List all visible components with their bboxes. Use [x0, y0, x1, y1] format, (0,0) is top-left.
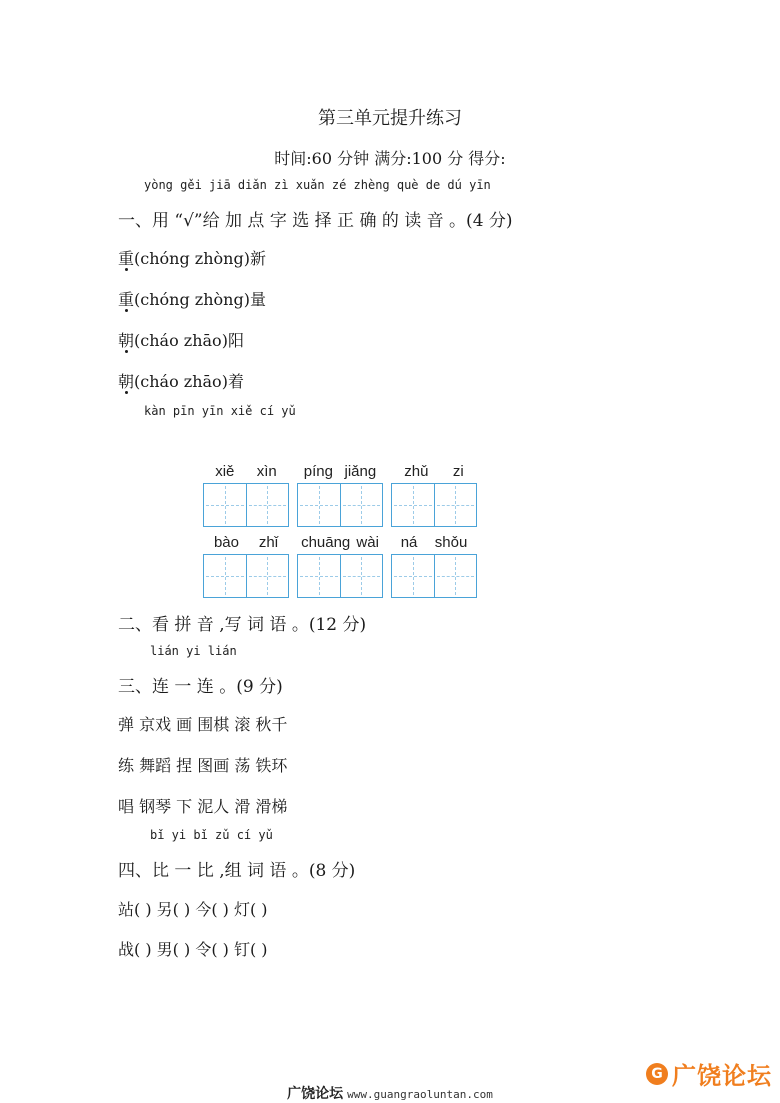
q1-item	[118, 287, 266, 310]
pinyin-label: bào	[213, 534, 239, 551]
pinyin-label: ná	[400, 534, 418, 551]
q1-pinyin: yòng gěi jiā diǎn zì xuǎn zé zhèng què de dú yīn	[144, 178, 491, 192]
matching-row[interactable]: 练 舞蹈 捏 图画 荡 铁环	[118, 756, 288, 775]
q1-item	[118, 328, 244, 351]
pinyin-label: píng	[303, 463, 333, 480]
pinyin-label: zhǐ	[258, 534, 279, 551]
q3-pinyin: lián yi lián	[150, 644, 237, 658]
word-box	[297, 463, 383, 527]
footer-brand: 广饶论坛	[287, 1086, 344, 1102]
reading-options[interactable]: (cháo zhāo)	[134, 372, 228, 391]
writing-grid-row-1	[203, 463, 477, 527]
site-logo	[646, 1056, 772, 1091]
word-suffix: 新	[249, 249, 266, 268]
pinyin-label: jiǎng	[344, 463, 377, 480]
dotted-char: 朝	[118, 372, 135, 391]
matching-row[interactable]: 唱 钢琴 下 泥人 滑 滑梯	[118, 797, 288, 816]
pinyin-label: wài	[356, 534, 379, 551]
word-box	[203, 463, 289, 527]
exam-meta: 时间:60 分钟 满分:100 分 得分:	[274, 149, 506, 168]
dotted-char: 重	[118, 290, 135, 309]
q2-heading: 二、看 拼 音 ,写 词 语 。(12 分)	[118, 615, 367, 635]
word-box	[203, 534, 289, 598]
writing-grid-row-2	[203, 534, 477, 598]
word-box	[391, 463, 477, 527]
logo-text: 广饶论坛	[672, 1062, 772, 1090]
dotted-char: 朝	[118, 331, 135, 350]
reading-options[interactable]: (cháo zhāo)	[134, 331, 228, 350]
logo-icon: G	[646, 1063, 668, 1085]
q2-pinyin: kàn pīn yīn xiě cí yǔ	[144, 404, 296, 418]
q4-pinyin: bǐ yi bǐ zǔ cí yǔ	[150, 828, 273, 842]
word-box	[297, 534, 383, 598]
q3-heading: 三、连 一 连 。(9 分)	[118, 677, 283, 697]
q4-heading: 四、比 一 比 ,组 词 语 。(8 分)	[118, 861, 356, 881]
reading-options[interactable]: (chóng zhòng)	[134, 290, 250, 309]
q1-heading: 一、用 “√”给 加 点 字 选 择 正 确 的 读 音 。(4 分)	[118, 211, 513, 231]
pinyin-label: xiě	[215, 463, 235, 480]
pinyin-label: zi	[452, 463, 464, 480]
q1-item	[118, 369, 244, 392]
matching-row[interactable]: 弹 京戏 画 围棋 滚 秋千	[118, 715, 288, 734]
pinyin-label: zhǔ	[404, 463, 429, 480]
word-box	[391, 534, 477, 598]
tian-grid[interactable]	[203, 483, 289, 527]
pinyin-label: shǒu	[434, 534, 468, 551]
word-suffix: 量	[249, 290, 266, 309]
word-suffix: 着	[227, 372, 244, 391]
tian-grid[interactable]	[391, 483, 477, 527]
tian-grid[interactable]	[297, 483, 383, 527]
pinyin-label: chuāng	[301, 534, 351, 551]
q1-item	[118, 246, 266, 269]
tian-grid[interactable]	[203, 554, 289, 598]
word-suffix: 阳	[227, 331, 244, 350]
pinyin-label: xìn	[256, 463, 277, 480]
word-group-row[interactable]: 战( ) 男( ) 令( ) 钉( )	[118, 940, 268, 959]
page-title: 第三单元提升练习	[318, 108, 462, 129]
reading-options[interactable]: (chóng zhòng)	[134, 249, 250, 268]
word-group-row[interactable]: 站( ) 另( ) 今( ) 灯( )	[118, 900, 268, 919]
dotted-char: 重	[118, 249, 135, 268]
footer-url[interactable]: www.guangraoluntan.com	[347, 1088, 493, 1101]
tian-grid[interactable]	[297, 554, 383, 598]
tian-grid[interactable]	[391, 554, 477, 598]
